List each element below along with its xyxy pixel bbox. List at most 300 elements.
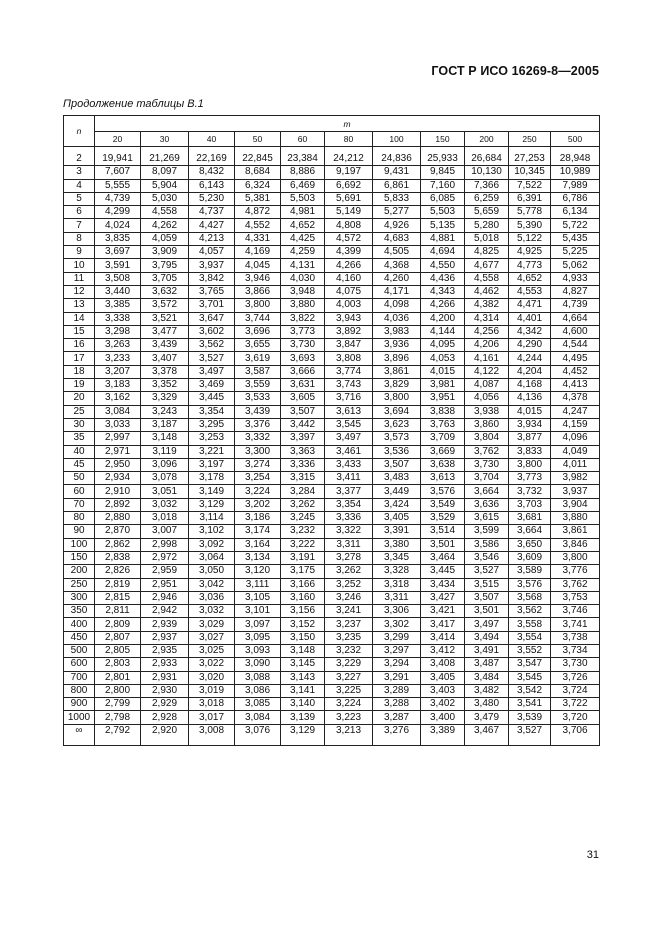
table-cell: 4,059 [141,232,189,245]
table-cell: 5,904 [141,179,189,192]
table-cell: 4,773 [509,259,551,272]
table-cell: 3,405 [421,671,465,684]
column-header: 30 [141,132,189,147]
row-label-n: 50 [64,472,95,485]
table-cell: 3,032 [141,498,189,511]
table-cell: 5,135 [421,219,465,232]
table-row [64,219,600,232]
table-cell: 5,833 [373,192,421,205]
table-cell: 3,514 [421,525,465,538]
table-cell: 4,290 [509,339,551,352]
standard-header: ГОСТ Р ИСО 16269-8—2005 [431,64,599,78]
column-header: 50 [235,132,281,147]
table-cell: 3,134 [235,551,281,564]
table-cell: 3,354 [189,405,235,418]
table-cell: 3,730 [551,658,600,671]
table-cell: 3,861 [373,365,421,378]
table-cell: 3,552 [509,644,551,657]
table-cell: 3,795 [141,259,189,272]
table-cell: 3,101 [235,605,281,618]
table-cell: 9,197 [325,166,373,179]
table-cell: 3,701 [189,299,235,312]
table-cell: 4,259 [281,246,325,259]
table-cell: 3,722 [551,698,600,711]
table-cell: 8,684 [235,166,281,179]
table-cell: 3,105 [235,591,281,604]
table-cell: 3,237 [325,618,373,631]
table-cell: 4,881 [421,232,465,245]
table-cell: 3,445 [421,565,465,578]
table-row [64,671,600,684]
table-cell: 4,558 [465,272,509,285]
table-cell: 2,933 [141,658,189,671]
table-row [64,272,600,285]
table-cell: 2,801 [95,671,141,684]
table-cell: 3,017 [189,711,235,724]
table-cell: 4,808 [325,219,373,232]
table-cell: 3,591 [95,259,141,272]
table-cell: 3,469 [189,379,235,392]
table-cell: 4,056 [465,392,509,405]
row-label-n: 45 [64,458,95,471]
table-row [64,206,600,219]
table-cell: 3,291 [373,671,421,684]
table-cell: 5,062 [551,259,600,272]
table-cell: 5,018 [465,232,509,245]
table-cell: 3,833 [509,445,551,458]
table-cell: 3,202 [235,498,281,511]
table-cell: 3,703 [509,498,551,511]
table-cell: 3,909 [141,246,189,259]
table-cell: 4,003 [325,299,373,312]
table-cell: 3,174 [235,525,281,538]
table-cell: 3,730 [465,458,509,471]
table-cell: 3,022 [189,658,235,671]
table-cell: 4,015 [509,405,551,418]
table-cell: 2,920 [141,724,189,745]
table-cell: 4,572 [325,232,373,245]
column-header: 150 [421,132,465,147]
table-cell: 2,972 [141,551,189,564]
table-cell: 4,401 [509,312,551,325]
table-cell: 3,385 [95,299,141,312]
table-cell: 6,085 [421,192,465,205]
table-cell: 28,948 [551,147,600,166]
table-cell: 3,982 [551,472,600,485]
table-cell: 3,558 [509,618,551,631]
table-cell: 3,666 [281,365,325,378]
table-cell: 3,638 [421,458,465,471]
row-label-n: 150 [64,551,95,564]
table-cell: 4,981 [281,206,325,219]
table-cell: 3,545 [325,418,373,431]
table-cell: 4,558 [141,206,189,219]
table-cell: 3,084 [95,405,141,418]
table-cell: 3,224 [325,698,373,711]
table-cell: 3,549 [421,498,465,511]
table-cell: 3,501 [421,538,465,551]
table-cell: 3,605 [281,392,325,405]
table-cell: 3,866 [235,285,281,298]
table-cell: 2,811 [95,605,141,618]
table-cell: 4,314 [465,312,509,325]
table-cell: 3,253 [189,432,235,445]
table-cell: 3,705 [141,272,189,285]
table-cell: 4,096 [551,432,600,445]
table-cell: 3,408 [421,658,465,671]
table-cell: 3,846 [551,538,600,551]
row-label-n: 800 [64,684,95,697]
table-cell: 2,805 [95,644,141,657]
table-cell: 5,225 [551,246,600,259]
table-row [64,379,600,392]
table-cell: 3,084 [235,711,281,724]
table-cell: 3,631 [281,379,325,392]
table-cell: 3,141 [281,684,325,697]
table-cell: 3,019 [189,684,235,697]
table-cell: 3,483 [373,472,421,485]
row-label-n: ∞ [64,724,95,745]
table-cell: 7,607 [95,166,141,179]
row-label-n: 12 [64,285,95,298]
table-row [64,591,600,604]
table-cell: 5,691 [325,192,373,205]
table-cell: 3,232 [325,644,373,657]
table-cell: 3,822 [281,312,325,325]
table-cell: 3,655 [235,339,281,352]
table-row [64,525,600,538]
row-label-n: 40 [64,445,95,458]
table-cell: 5,390 [509,219,551,232]
table-cell: 5,435 [551,232,600,245]
column-header: 80 [325,132,373,147]
table-row [64,498,600,511]
table-cell: 3,227 [325,671,373,684]
table-cell: 3,896 [373,352,421,365]
table-cell: 3,025 [189,644,235,657]
table-cell: 3,287 [373,711,421,724]
table-cell: 3,664 [465,485,509,498]
table-row [64,352,600,365]
table-cell: 3,213 [325,724,373,745]
table-cell: 3,880 [551,512,600,525]
table-row [64,512,600,525]
table-cell: 3,129 [189,498,235,511]
table-row [64,698,600,711]
table-row [64,458,600,471]
row-label-n: 100 [64,538,95,551]
table-cell: 3,042 [189,578,235,591]
table-cell: 3,562 [509,605,551,618]
table-cell: 2,819 [95,578,141,591]
table-row [64,538,600,551]
column-header: 250 [509,132,551,147]
row-label-n: 250 [64,578,95,591]
table-cell: 3,288 [373,698,421,711]
table-cell: 6,786 [551,192,600,205]
table-cell: 3,507 [281,405,325,418]
row-label-n: 5 [64,192,95,205]
table-cell: 3,222 [281,538,325,551]
table-cell: 2,815 [95,591,141,604]
table-cell: 23,384 [281,147,325,166]
table-cell: 5,503 [421,206,465,219]
table-cell: 3,424 [373,498,421,511]
table-cell: 2,939 [141,618,189,631]
table-cell: 3,086 [235,684,281,697]
table-cell: 3,315 [281,472,325,485]
table-cell: 4,825 [465,246,509,259]
table-cell: 2,971 [95,445,141,458]
table-cell: 4,495 [551,352,600,365]
row-label-n: 200 [64,565,95,578]
table-cell: 3,800 [373,392,421,405]
table-cell: 3,400 [421,711,465,724]
table-cell: 3,377 [325,485,373,498]
table-cell: 2,928 [141,711,189,724]
table-cell: 3,484 [465,671,509,684]
table-cell: 3,704 [465,472,509,485]
table-cell: 3,148 [281,644,325,657]
table-cell: 3,095 [235,631,281,644]
table-cell: 3,345 [373,551,421,564]
table-cell: 2,930 [141,684,189,697]
table-cell: 3,297 [373,644,421,657]
table-cell: 4,343 [421,285,465,298]
table-cell: 3,730 [281,339,325,352]
table-cell: 2,929 [141,698,189,711]
table-cell: 3,302 [373,618,421,631]
table-cell: 4,544 [551,339,600,352]
table-cell: 4,098 [373,299,421,312]
table-cell: 3,407 [141,352,189,365]
table-cell: 3,880 [281,299,325,312]
table-cell: 3,262 [281,498,325,511]
table-cell: 4,160 [325,272,373,285]
table-cell: 3,762 [551,578,600,591]
table-cell: 3,697 [95,246,141,259]
table-cell: 4,015 [421,365,465,378]
table-cell: 3,295 [189,418,235,431]
table-row [64,147,600,166]
table-cell: 4,171 [373,285,421,298]
col-group-header-m: m [95,116,600,132]
table-cell: 3,229 [325,658,373,671]
table-cell: 4,036 [373,312,421,325]
table-cell: 3,536 [373,445,421,458]
row-label-n: 350 [64,605,95,618]
table-cell: 3,224 [235,485,281,498]
table-cell: 3,527 [465,565,509,578]
table-cell: 3,497 [465,618,509,631]
table-cell: 22,845 [235,147,281,166]
table-cell: 3,542 [509,684,551,697]
table-cell: 3,763 [421,418,465,431]
row-label-n: 400 [64,618,95,631]
table-cell: 3,252 [325,578,373,591]
table-cell: 3,096 [141,458,189,471]
table-cell: 3,223 [325,711,373,724]
table-cell: 3,589 [509,565,551,578]
table-cell: 6,692 [325,179,373,192]
table-cell: 3,546 [465,551,509,564]
table-cell: 3,175 [281,565,325,578]
table-cell: 3,477 [141,325,189,338]
table-cell: 4,694 [421,246,465,259]
table-row [64,312,600,325]
table-cell: 3,808 [325,352,373,365]
table-cell: 3,352 [141,379,189,392]
row-label-n: 35 [64,432,95,445]
table-cell: 3,235 [325,631,373,644]
table-cell: 3,559 [235,379,281,392]
table-cell: 3,338 [95,312,141,325]
table-cell: 8,097 [141,166,189,179]
table-cell: 3,545 [509,671,551,684]
table-cell: 3,284 [281,485,325,498]
table-cell: 3,233 [95,352,141,365]
table-cell: 4,925 [509,246,551,259]
table-cell: 2,998 [141,538,189,551]
table-cell: 4,683 [373,232,421,245]
table-cell: 3,397 [281,432,325,445]
table-cell: 3,892 [325,325,373,338]
table-row [64,472,600,485]
table-cell: 4,262 [141,219,189,232]
table-cell: 2,935 [141,644,189,657]
table-cell: 2,799 [95,698,141,711]
table-cell: 3,263 [95,339,141,352]
table-cell: 3,076 [235,724,281,745]
table-cell: 8,886 [281,166,325,179]
table-cell: 3,033 [95,418,141,431]
table-cell: 7,160 [421,179,465,192]
table-cell: 3,085 [235,698,281,711]
row-label-n: 10 [64,259,95,272]
table-cell: 2,809 [95,618,141,631]
row-label-n: 11 [64,272,95,285]
table-cell: 3,521 [141,312,189,325]
table-cell: 3,433 [325,458,373,471]
table-cell: 3,860 [465,418,509,431]
table-row [64,339,600,352]
table-cell: 3,479 [465,711,509,724]
table-row [64,232,600,245]
table-cell: 4,872 [235,206,281,219]
table-caption: Продолжение таблицы В.1 [63,98,204,110]
table-cell: 6,324 [235,179,281,192]
table-cell: 3,738 [551,631,600,644]
table-row [64,179,600,192]
table-cell: 3,197 [189,458,235,471]
table-row [64,644,600,657]
table-cell: 3,440 [95,285,141,298]
table-cell: 4,600 [551,325,600,338]
table-cell: 3,299 [373,631,421,644]
table-cell: 4,462 [465,285,509,298]
table-cell: 3,417 [421,618,465,631]
table-cell: 4,368 [373,259,421,272]
row-label-n: 16 [64,339,95,352]
row-header-n: n [64,116,95,147]
row-label-n: 700 [64,671,95,684]
table-cell: 4,169 [235,246,281,259]
table-cell: 6,391 [509,192,551,205]
table-cell: 3,064 [189,551,235,564]
table-cell: 3,981 [421,379,465,392]
table-cell: 4,206 [465,339,509,352]
table-cell: 2,931 [141,671,189,684]
table-cell: 3,613 [421,472,465,485]
table-cell: 3,693 [281,352,325,365]
table-cell: 3,948 [281,285,325,298]
table-cell: 3,706 [551,724,600,745]
table-cell: 3,497 [325,432,373,445]
table-cell: 3,150 [281,631,325,644]
table-cell: 3,508 [95,272,141,285]
table-cell: 4,247 [551,405,600,418]
table-cell: 6,861 [373,179,421,192]
table-cell: 4,024 [95,219,141,232]
table-cell: 3,018 [141,512,189,525]
table-cell: 27,253 [509,147,551,166]
table-cell: 3,306 [373,605,421,618]
column-header: 60 [281,132,325,147]
table-cell: 4,677 [465,259,509,272]
table-cell: 3,746 [551,605,600,618]
table-cell: 3,380 [373,538,421,551]
table-cell: 2,870 [95,525,141,538]
table-cell: 3,573 [373,432,421,445]
table-cell: 3,732 [509,485,551,498]
column-header: 20 [95,132,141,147]
row-label-n: 6 [64,206,95,219]
table-cell: 24,212 [325,147,373,166]
table-cell: 25,933 [421,147,465,166]
table-row [64,246,600,259]
row-label-n: 8 [64,232,95,245]
row-label-n: 1000 [64,711,95,724]
table-cell: 3,861 [551,525,600,538]
table-cell: 3,093 [235,644,281,657]
table-cell: 3,178 [189,472,235,485]
table-cell: 4,652 [281,219,325,232]
table-cell: 4,168 [509,379,551,392]
table-cell: 3,032 [189,605,235,618]
table-cell: 3,599 [465,525,509,538]
table-cell: 5,280 [465,219,509,232]
table-cell: 3,776 [551,565,600,578]
row-label-n: 600 [64,658,95,671]
table-cell: 3,615 [465,512,509,525]
table-cell: 3,847 [325,339,373,352]
table-cell: 3,149 [189,485,235,498]
table-cell: 3,480 [465,698,509,711]
table-cell: 3,143 [281,671,325,684]
table-cell: 2,942 [141,605,189,618]
row-label-n: 19 [64,379,95,392]
table-cell: 3,587 [235,365,281,378]
table-row [64,631,600,644]
row-label-n: 500 [64,644,95,657]
row-label-n: 17 [64,352,95,365]
table-cell: 4,131 [281,259,325,272]
row-label-n: 70 [64,498,95,511]
table-cell: 3,744 [235,312,281,325]
table-cell: 4,161 [465,352,509,365]
table-row [64,365,600,378]
table-cell: 3,036 [189,591,235,604]
